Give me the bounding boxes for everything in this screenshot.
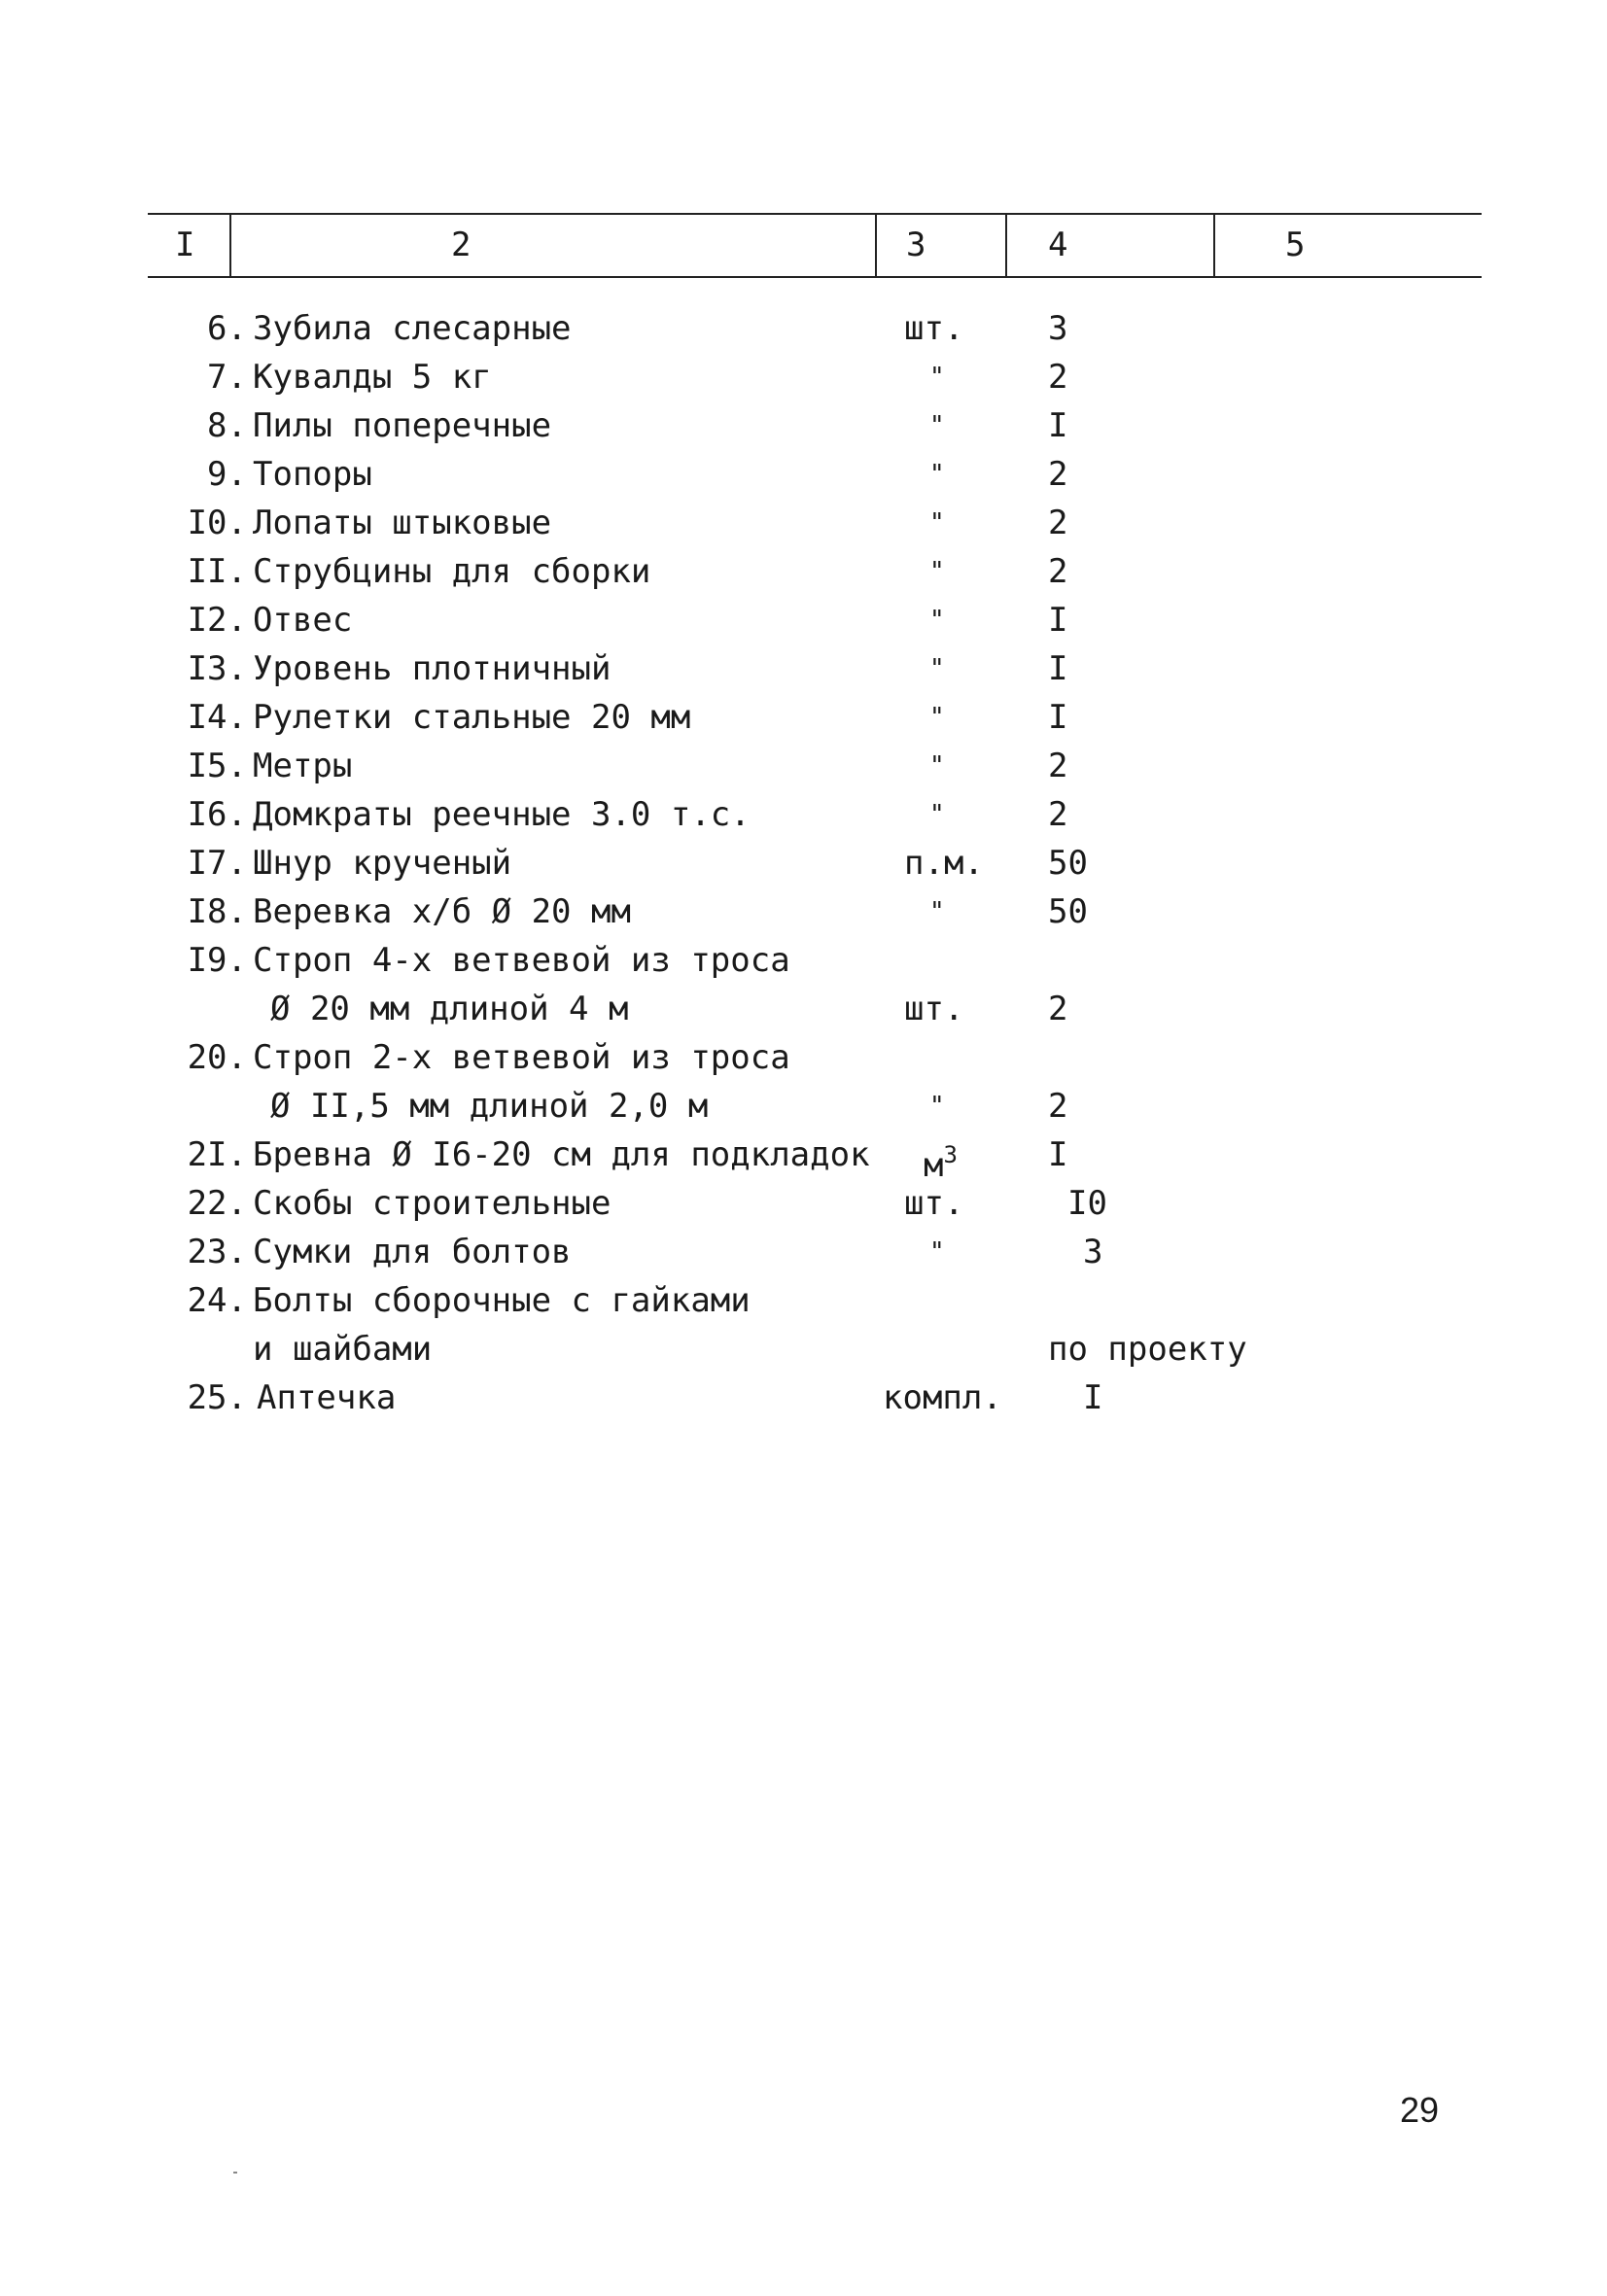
row-number: 7.: [207, 358, 247, 397]
table-row: [0, 1228, 1607, 1276]
header-divider: [1213, 213, 1215, 277]
table-row: [0, 936, 1607, 985]
table-row: [0, 790, 1607, 839]
row-name: Рулетки стальные 20 мм: [253, 698, 691, 737]
row-unit: ": [929, 654, 945, 683]
table-row: [0, 742, 1607, 790]
row-number: I2.: [187, 601, 247, 640]
header-top-rule: [148, 213, 1482, 215]
row-name: Уровень плотничный: [253, 649, 611, 688]
row-number: 9.: [207, 455, 247, 494]
row-qty: I0: [1067, 1184, 1107, 1223]
table-row: [0, 1082, 1607, 1131]
unit-text: м: [924, 1146, 944, 1185]
row-qty: 50: [1048, 892, 1088, 931]
row-name: Болты сборочные с гайками: [253, 1281, 751, 1320]
row-qty: 2: [1048, 990, 1068, 1028]
header-col-3: 3: [906, 226, 926, 264]
table-row: [0, 1131, 1607, 1185]
row-unit: ": [929, 363, 945, 392]
table-row: [0, 596, 1607, 644]
row-name: Отвес: [253, 601, 353, 640]
row-name: Топоры: [253, 455, 372, 494]
row-name: Лопаты штыковые: [253, 504, 552, 542]
row-name: Зубила слесарные: [253, 309, 572, 348]
row-unit: ": [929, 800, 945, 829]
table-row: [0, 1374, 1607, 1422]
unit-superscript: 3: [943, 1141, 958, 1168]
table-row: [0, 450, 1607, 499]
row-name: Сумки для болтов: [253, 1233, 572, 1271]
row-name: Струбцины для сборки: [253, 552, 651, 591]
row-qty: I: [1048, 1135, 1068, 1174]
row-qty: I: [1048, 698, 1068, 737]
row-name: Бревна Ø I6-20 см для подкладок: [253, 1135, 870, 1174]
row-qty: I: [1048, 406, 1068, 445]
row-name: Домкраты реечные 3.0 т.с.: [253, 795, 751, 834]
row-number: 6.: [207, 309, 247, 348]
table-row: [0, 839, 1607, 887]
row-unit: ": [929, 897, 945, 926]
row-number: 8.: [207, 406, 247, 445]
row-unit: шт.: [904, 1184, 964, 1223]
row-qty: I: [1048, 601, 1068, 640]
row-name: Ø II,5 мм длиной 2,0 м: [270, 1087, 709, 1126]
row-unit: ": [929, 508, 945, 538]
row-number: 23.: [187, 1233, 247, 1271]
row-name: Веревка х/б Ø 20 мм: [253, 892, 631, 931]
header-col-5: 5: [1285, 226, 1306, 264]
row-qty: 2: [1048, 358, 1068, 397]
header-divider: [1005, 213, 1007, 277]
row-name: Строп 2-х ветвевой из троса: [253, 1038, 790, 1077]
row-qty: 2: [1048, 1087, 1068, 1126]
row-number: I8.: [187, 892, 247, 931]
row-name: Шнур крученый: [253, 844, 512, 883]
row-unit: ": [929, 606, 945, 635]
row-number: I6.: [187, 795, 247, 834]
row-unit: ": [929, 751, 945, 781]
row-number: I3.: [187, 649, 247, 688]
row-qty: 2: [1048, 455, 1068, 494]
row-number: 24.: [187, 1281, 247, 1320]
row-unit: шт.: [904, 990, 964, 1028]
header-divider: [229, 213, 231, 277]
row-qty: 2: [1048, 504, 1068, 542]
header-bottom-rule: [148, 276, 1482, 278]
header-col-1: I: [175, 226, 195, 264]
table-row: [0, 499, 1607, 547]
row-number: I4.: [187, 698, 247, 737]
row-number: I0.: [187, 504, 247, 542]
row-number: I9.: [187, 941, 247, 980]
table-row: [0, 693, 1607, 742]
table-row: [0, 887, 1607, 936]
row-qty: I: [1048, 649, 1068, 688]
row-number: I7.: [187, 844, 247, 883]
table-row: [0, 644, 1607, 693]
row-qty: I: [1083, 1378, 1103, 1417]
row-unit: ": [929, 411, 945, 440]
row-unit: п.м.: [904, 844, 984, 883]
header-col-4: 4: [1048, 226, 1068, 264]
page-number: 29: [1400, 2090, 1440, 2130]
row-name: Аптечка: [257, 1378, 397, 1417]
header-col-2: 2: [451, 226, 472, 264]
row-number: 20.: [187, 1038, 247, 1077]
row-number: I5.: [187, 747, 247, 785]
table-row: [0, 353, 1607, 401]
row-number: II.: [187, 552, 247, 591]
row-unit: ": [929, 703, 945, 732]
row-unit: ": [929, 557, 945, 586]
row-unit: ": [929, 460, 945, 489]
row-name: Скобы строительные: [253, 1184, 611, 1223]
row-name: Метры: [253, 747, 353, 785]
row-unit: ": [929, 1237, 945, 1267]
row-name: Кувалды 5 кг: [253, 358, 492, 397]
row-qty: 2: [1048, 747, 1068, 785]
row-number: 25.: [187, 1378, 247, 1417]
row-qty: 50: [1048, 844, 1088, 883]
row-qty: по проекту: [1048, 1330, 1247, 1369]
row-qty: 2: [1048, 552, 1068, 591]
row-name: и шайбами: [253, 1330, 433, 1369]
header-divider: [875, 213, 877, 277]
row-number: 2I.: [187, 1135, 247, 1174]
table-row: [0, 547, 1607, 596]
table-row: [0, 1179, 1607, 1228]
row-number: 22.: [187, 1184, 247, 1223]
row-qty: 2: [1048, 795, 1068, 834]
table-row: [0, 985, 1607, 1033]
table-row: [0, 1276, 1607, 1325]
table-row: [0, 304, 1607, 353]
row-qty: 3: [1048, 309, 1068, 348]
row-unit: ": [929, 1092, 945, 1121]
table-row: [0, 401, 1607, 450]
row-unit: компл.: [883, 1378, 1002, 1417]
row-name: Ø 20 мм длиной 4 м: [270, 990, 629, 1028]
row-unit: шт.: [904, 309, 964, 348]
scan-speck: [233, 2172, 237, 2174]
row-name: Строп 4-х ветвевой из троса: [253, 941, 790, 980]
row-qty: 3: [1083, 1233, 1103, 1271]
row-name: Пилы поперечные: [253, 406, 552, 445]
table-row: [0, 1033, 1607, 1082]
table-row: [0, 1325, 1607, 1374]
